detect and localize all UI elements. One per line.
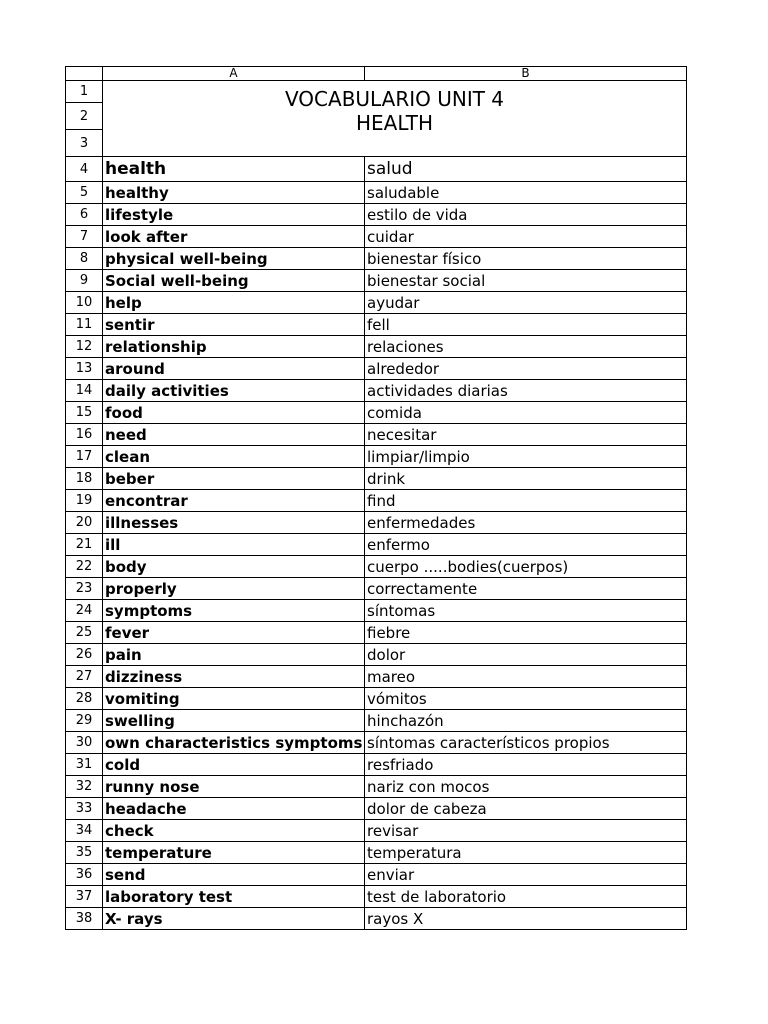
row-number[interactable]: 30 [66, 732, 103, 754]
english-word-cell[interactable]: daily activities [103, 380, 365, 402]
table-row [66, 446, 687, 468]
english-word-cell[interactable]: encontrar [103, 490, 365, 512]
english-word-cell[interactable]: symptoms [103, 600, 365, 622]
english-word-cell[interactable]: own characteristics symptoms [103, 732, 365, 754]
row-number[interactable]: 5 [66, 182, 103, 204]
spanish-translation-cell[interactable]: drink [365, 468, 687, 490]
row-number[interactable]: 19 [66, 490, 103, 512]
spanish-translation-cell[interactable]: cuidar [365, 226, 687, 248]
row-number[interactable]: 11 [66, 314, 103, 336]
spanish-translation-cell[interactable]: síntomas [365, 600, 687, 622]
spanish-translation-cell[interactable]: fiebre [365, 622, 687, 644]
table-row [66, 578, 687, 600]
table-row [66, 666, 687, 688]
english-word-cell[interactable]: look after [103, 226, 365, 248]
spanish-translation-cell[interactable]: dolor de cabeza [365, 798, 687, 820]
title-line-2: HEALTH [355, 111, 433, 135]
row-number[interactable]: 22 [66, 556, 103, 578]
spanish-translation-cell[interactable]: saludable [365, 182, 687, 204]
spreadsheet-table [65, 66, 687, 930]
spanish-translation-cell[interactable]: correctamente [365, 578, 687, 600]
english-word-cell[interactable]: properly [103, 578, 365, 600]
english-word-cell[interactable]: sentir [103, 314, 365, 336]
table-row [66, 358, 687, 380]
spanish-translation-cell[interactable]: relaciones [365, 336, 687, 358]
row-number[interactable]: 36 [66, 864, 103, 886]
english-word-cell[interactable]: healthy [103, 182, 365, 204]
row-number[interactable]: 23 [66, 578, 103, 600]
table-row [66, 380, 687, 402]
table-row [66, 798, 687, 820]
table-row [66, 424, 687, 446]
table-row [66, 908, 687, 930]
spanish-translation-cell[interactable]: fell [365, 314, 687, 336]
table-row [66, 688, 687, 710]
english-word-cell[interactable]: beber [103, 468, 365, 490]
spanish-translation-cell[interactable]: cuerpo .....bodies(cuerpos) [365, 556, 687, 578]
table-row [66, 270, 687, 292]
spanish-translation-cell[interactable]: test de laboratorio [365, 886, 687, 908]
row-number[interactable]: 31 [66, 754, 103, 776]
spanish-translation-cell[interactable]: necesitar [365, 424, 687, 446]
row-number[interactable]: 29 [66, 710, 103, 732]
english-word-cell[interactable]: lifestyle [103, 204, 365, 226]
table-row [66, 490, 687, 512]
spanish-translation-cell[interactable]: resfriado [365, 754, 687, 776]
table-row [66, 842, 687, 864]
english-word-cell[interactable]: vomiting [103, 688, 365, 710]
table-row [66, 157, 687, 182]
title-line-1: VOCABULARIO UNIT 4 [284, 87, 505, 111]
english-word-cell[interactable]: swelling [103, 710, 365, 732]
row-number[interactable]: 20 [66, 512, 103, 534]
row-number[interactable]: 1 [66, 81, 103, 103]
table-row [66, 534, 687, 556]
english-word-cell[interactable]: runny nose [103, 776, 365, 798]
spanish-translation-cell[interactable]: limpiar/limpio [365, 446, 687, 468]
row-number[interactable]: 6 [66, 204, 103, 226]
spanish-translation-cell[interactable]: mareo [365, 666, 687, 688]
spanish-translation-cell[interactable]: bienestar social [365, 270, 687, 292]
english-word-cell[interactable]: ill [103, 534, 365, 556]
spanish-translation-cell[interactable]: salud [365, 157, 687, 182]
spanish-translation-cell[interactable]: rayos X [365, 908, 687, 930]
table-row [66, 81, 687, 103]
table-row [66, 292, 687, 314]
table-row [66, 864, 687, 886]
row-number[interactable]: 35 [66, 842, 103, 864]
spanish-translation-cell[interactable]: temperatura [365, 842, 687, 864]
english-word-cell[interactable]: health [103, 157, 365, 182]
spanish-translation-cell[interactable]: alrededor [365, 358, 687, 380]
english-word-cell[interactable]: clean [103, 446, 365, 468]
row-number[interactable]: 33 [66, 798, 103, 820]
english-word-cell[interactable]: body [103, 556, 365, 578]
english-word-cell[interactable]: around [103, 358, 365, 380]
row-number[interactable]: 24 [66, 600, 103, 622]
english-word-cell[interactable]: cold [103, 754, 365, 776]
english-word-cell[interactable]: help [103, 292, 365, 314]
spanish-translation-cell[interactable]: ayudar [365, 292, 687, 314]
title-cell[interactable] [103, 81, 687, 157]
english-word-cell[interactable]: pain [103, 644, 365, 666]
table-row [66, 182, 687, 204]
table-row [66, 314, 687, 336]
corner-cell[interactable] [66, 67, 103, 81]
table-row [66, 622, 687, 644]
spanish-translation-cell[interactable]: bienestar físico [365, 248, 687, 270]
row-number[interactable]: 28 [66, 688, 103, 710]
row-number[interactable]: 8 [66, 248, 103, 270]
table-row [66, 248, 687, 270]
table-row [66, 820, 687, 842]
english-word-cell[interactable]: X- rays [103, 908, 365, 930]
row-number[interactable]: 37 [66, 886, 103, 908]
table-row [66, 644, 687, 666]
english-word-cell[interactable]: food [103, 402, 365, 424]
row-number[interactable]: 18 [66, 468, 103, 490]
row-number[interactable]: 13 [66, 358, 103, 380]
table-row [66, 600, 687, 622]
row-number[interactable]: 16 [66, 424, 103, 446]
row-number[interactable]: 17 [66, 446, 103, 468]
row-number[interactable]: 2 [66, 103, 103, 130]
row-number[interactable]: 10 [66, 292, 103, 314]
english-word-cell[interactable]: illnesses [103, 512, 365, 534]
row-number[interactable]: 7 [66, 226, 103, 248]
row-number[interactable]: 25 [66, 622, 103, 644]
column-header-a[interactable]: A [103, 67, 365, 81]
spanish-translation-cell[interactable]: enfermedades [365, 512, 687, 534]
spanish-translation-cell[interactable]: find [365, 490, 687, 512]
spanish-translation-cell[interactable]: vómitos [365, 688, 687, 710]
english-word-cell[interactable]: send [103, 864, 365, 886]
english-word-cell[interactable]: dizziness [103, 666, 365, 688]
table-row [66, 402, 687, 424]
spanish-translation-cell[interactable]: hinchazón [365, 710, 687, 732]
table-row [66, 512, 687, 534]
spanish-translation-cell[interactable]: nariz con mocos [365, 776, 687, 798]
english-word-cell[interactable]: check [103, 820, 365, 842]
english-word-cell[interactable]: relationship [103, 336, 365, 358]
table-row [66, 732, 687, 754]
column-header-b[interactable]: B [365, 67, 687, 81]
english-word-cell[interactable]: Social well-being [103, 270, 365, 292]
row-number[interactable]: 38 [66, 908, 103, 930]
spanish-translation-cell[interactable]: revisar [365, 820, 687, 842]
table-row [66, 204, 687, 226]
english-word-cell[interactable]: headache [103, 798, 365, 820]
spanish-translation-cell[interactable]: comida [365, 402, 687, 424]
row-number[interactable]: 15 [66, 402, 103, 424]
table-row [66, 468, 687, 490]
spanish-translation-cell[interactable]: dolor [365, 644, 687, 666]
spanish-translation-cell[interactable]: enfermo [365, 534, 687, 556]
english-word-cell[interactable]: fever [103, 622, 365, 644]
row-number[interactable]: 3 [66, 130, 103, 157]
row-number[interactable]: 12 [66, 336, 103, 358]
row-number[interactable]: 9 [66, 270, 103, 292]
english-word-cell[interactable]: physical well-being [103, 248, 365, 270]
row-number[interactable]: 4 [66, 157, 103, 182]
spanish-translation-cell[interactable]: enviar [365, 864, 687, 886]
table-row [66, 886, 687, 908]
table-row [66, 226, 687, 248]
row-number[interactable]: 27 [66, 666, 103, 688]
table-row [66, 754, 687, 776]
table-row [66, 776, 687, 798]
row-number[interactable]: 34 [66, 820, 103, 842]
table-row [66, 556, 687, 578]
column-header-row [66, 67, 687, 81]
row-number[interactable]: 14 [66, 380, 103, 402]
spanish-translation-cell[interactable]: síntomas característicos propios [365, 732, 687, 754]
english-word-cell[interactable]: laboratory test [103, 886, 365, 908]
english-word-cell[interactable]: need [103, 424, 365, 446]
row-number[interactable]: 21 [66, 534, 103, 556]
english-word-cell[interactable]: temperature [103, 842, 365, 864]
spanish-translation-cell[interactable]: estilo de vida [365, 204, 687, 226]
table-row [66, 710, 687, 732]
row-number[interactable]: 32 [66, 776, 103, 798]
row-number[interactable]: 26 [66, 644, 103, 666]
spanish-translation-cell[interactable]: actividades diarias [365, 380, 687, 402]
table-row [66, 336, 687, 358]
